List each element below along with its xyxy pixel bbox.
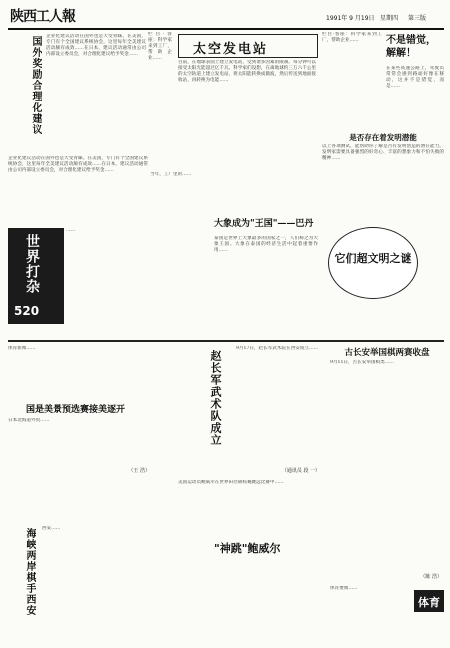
left-column: [8, 156, 148, 226]
masthead-date: 1991年 9 月19日: [326, 15, 375, 22]
sport-column-body: 体育要闻……: [330, 586, 358, 591]
xian-headline: 海峡两岸棋手西安: [24, 528, 35, 616]
not-wrong-body: 在某些高速公路上，驾驶员常常会感到路面好像在移动，这并不是错觉，而是……: [386, 66, 444, 90]
xian-body: 西安……: [42, 526, 61, 531]
foreign-award-headline: 国外奖励合理化建议: [30, 36, 41, 135]
masthead-page: 第三版: [408, 15, 427, 22]
space-station-headline: 太空发电站: [193, 42, 269, 57]
not-wrong-headline: 不是错觉，解解！: [386, 35, 436, 59]
article-elephants: [150, 172, 318, 336]
sport-column-label-text: 体育: [418, 596, 440, 609]
space-station-headline-box: [178, 34, 318, 58]
ancient-bronze-body: 9月11日，古长安举国棋类……: [330, 360, 394, 365]
sports-feature-badge: 520: [14, 304, 40, 318]
masthead-name: 陕西工人報: [10, 9, 75, 25]
masthead-weekday: 星期四: [380, 15, 399, 22]
foreign-award-body: 企业化建议活动在国外也是大受青睐。在美国，专门有个全国建议系统协会，这里每年全美建议活动颇有成效……在日本，建议活动通常由公司内部设立委员会，对合理化建议给予奖金……: [46, 34, 146, 58]
red-army-signature: （通讯员 段 一）: [281, 468, 320, 474]
mystery-headline: 它们超文明之谜: [334, 252, 412, 265]
guest-column: [148, 32, 172, 152]
side-column-1-body: 栏目·客座：科学家来到工厂，帮助企业……: [322, 32, 382, 44]
red-army-text: [236, 346, 322, 476]
mystery-circle: [328, 227, 418, 299]
space-station-body: 目前，在地球表面上建立发电站，受到诸多因素的限制。每分钟可以接受太阳光能超过亿千瓦。科学家们设想，在离地球约三万六千公里的太空轨道上建立发电站，将太阳能转换成微波，然后传送到地面接收站，再转换为电能……: [178, 60, 316, 84]
factory-talk-body: 当年，工厂里的……: [150, 172, 192, 177]
red-army-body: 9月17日，赵长军武术院在西安成立……: [236, 346, 319, 351]
masthead: [8, 6, 444, 30]
marine-sports-signature: （王 浩）: [128, 468, 150, 474]
inventor-body: 以上各项测试，能帮助你了解是否有发明创造的潜在能力。发明家需要具备强烈的好奇心、丰富的想象力和不怕失败的精神……: [322, 144, 444, 162]
ancient-bronze-signature: （陈 浩）: [420, 574, 442, 580]
sport-column-label: [414, 590, 444, 612]
sports-feature-headline: 世界打杂: [24, 234, 40, 294]
ancient-bronze-headline: 古长安举国棋两赛收盘: [344, 348, 430, 358]
left-column-body: 企业化建议活动在国外也是大受青睐。在美国，专门有个全国建议系统协会，这里每年全美建议活动颇有成效……在日本，建议活动通常由公司内部设立委员会，对合理化建议给予奖金……: [8, 156, 148, 174]
article-not-wrong: [384, 32, 446, 112]
article-japan-fashion: [8, 400, 172, 520]
article-flashbacks: [178, 480, 328, 642]
sports-feature-block: [8, 228, 64, 324]
japan-fashion-headline: 国是美景预选赛接美逐开: [26, 405, 126, 415]
elephants-headline-box: [214, 212, 318, 234]
article-xian: [8, 524, 176, 642]
article-ancient-bronze: [330, 346, 444, 582]
factory-talk: [150, 172, 212, 312]
sports-feature-text: [66, 228, 148, 328]
inventor-headline: 是否存在着发明潜能: [349, 133, 417, 142]
elephants-body: 泰国是世界上大象最多的国家之一，人们称之为大象王国。大象在泰国的经济生活中起着重要作用……: [214, 236, 318, 254]
marine-sports-body: 体育新闻……: [8, 346, 36, 351]
side-column-1: [322, 32, 382, 132]
guest-column-body: 栏目·客座：科学家来到工厂，帮助企业……: [148, 32, 172, 62]
flashbacks-headline: "神跳"鲍威尔: [214, 542, 281, 555]
article-space-station: [176, 32, 320, 170]
article-foreign-award: [8, 32, 148, 152]
section-rule: [8, 340, 444, 342]
japan-fashion-body: 日本北海道外贸……: [8, 418, 50, 423]
sports-feature-body: ……: [66, 228, 76, 233]
article-mystery: [320, 225, 444, 305]
elephants-headline: 大象成为"王国"——巴丹: [214, 219, 314, 229]
article-red-army: [176, 346, 234, 476]
red-army-headline: 赵长军武术队成立: [209, 350, 222, 446]
flashbacks-body: 美国运动员鲍威尔在世界田径锦标赛跳远比赛中……: [178, 480, 284, 485]
